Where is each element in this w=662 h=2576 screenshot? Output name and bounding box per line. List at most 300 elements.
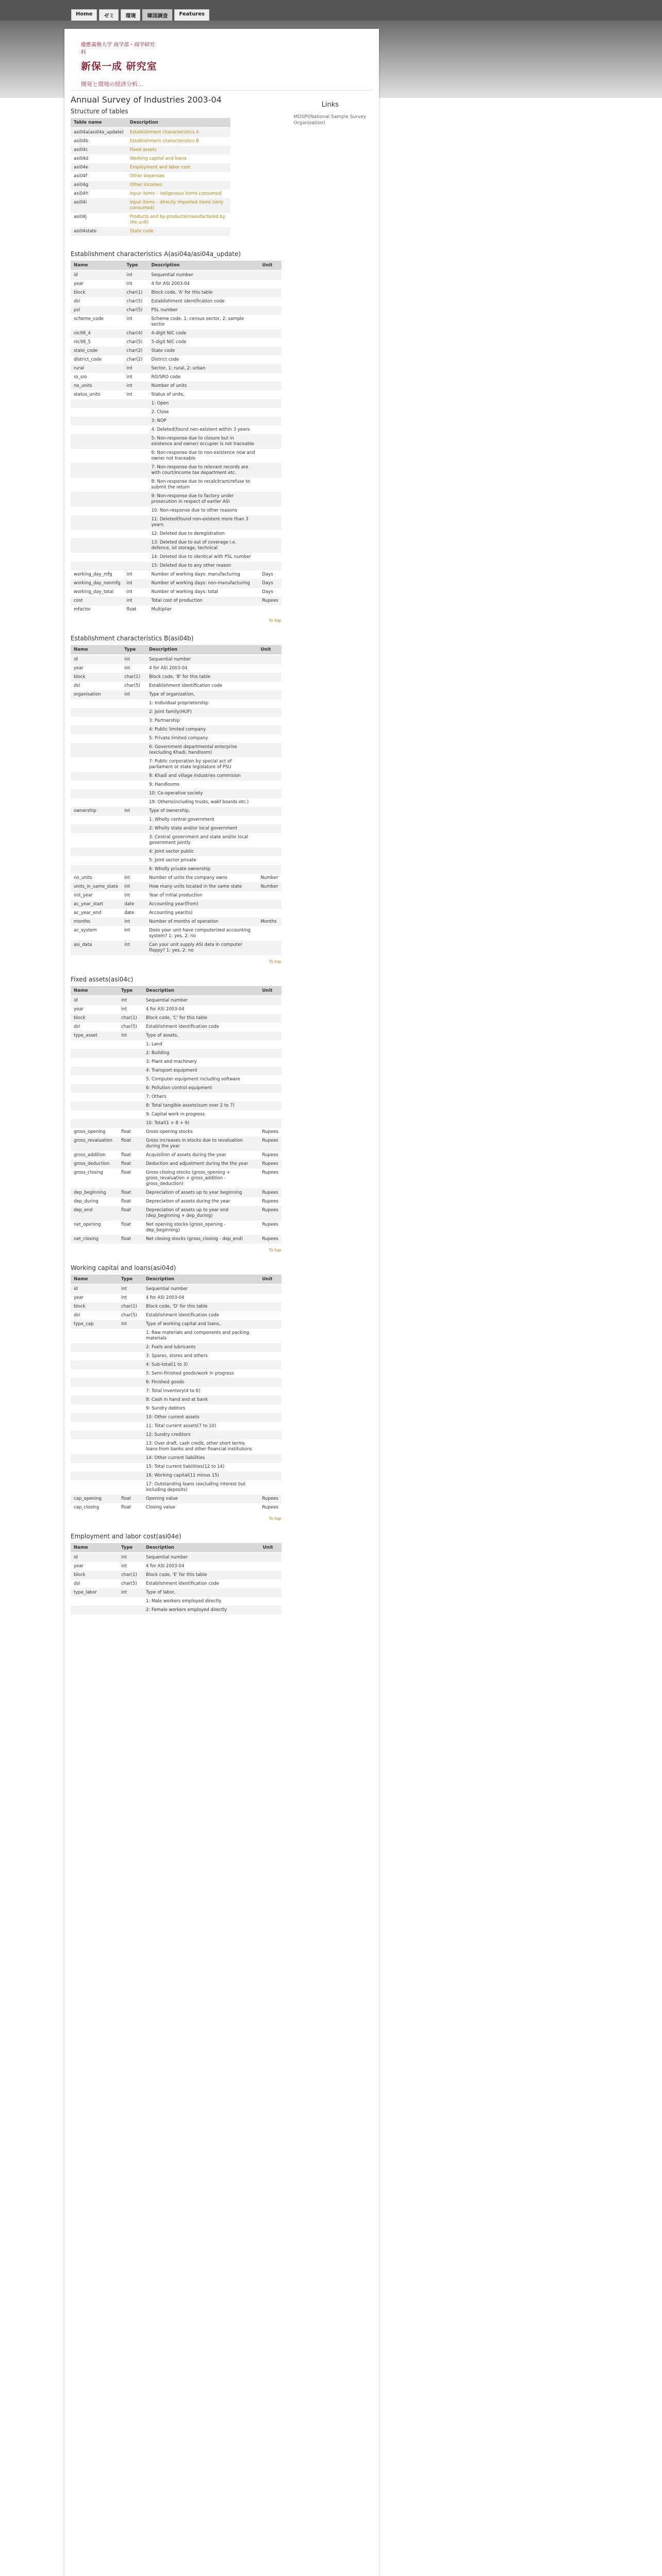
field-description: Gross increases in stocks due to revaluation during the year (143, 1137, 259, 1151)
structure-link[interactable]: Other incomes (129, 182, 162, 188)
structure-link[interactable]: Other expenses (129, 174, 164, 179)
table-row (71, 1014, 282, 1023)
field-name (71, 699, 121, 708)
field-description: 11: Deleted(found non-existent more than 3 years (148, 515, 259, 530)
field-type: int (118, 1031, 143, 1040)
field-unit: Rupees (259, 1221, 281, 1235)
field-name: ac_year_start (71, 900, 121, 909)
field-unit (259, 426, 281, 434)
field-type (118, 1093, 143, 1101)
field-unit (259, 492, 281, 506)
field-name (71, 1378, 118, 1387)
field-description: Number of working days: manufacturing (148, 570, 259, 579)
structure-row (71, 155, 230, 163)
structure-table-name: asi04j (71, 213, 127, 227)
structure-table-name: asi04state (71, 227, 127, 236)
table-row (71, 570, 282, 579)
table-row (71, 996, 282, 1005)
field-description: Sequential number (143, 996, 259, 1005)
table-row (71, 1413, 282, 1422)
field-description: 5: Computer equipment including software (143, 1075, 259, 1084)
field-description: Number of months of operation (146, 918, 257, 926)
field-unit (259, 1387, 281, 1396)
field-type (121, 743, 146, 757)
column-header: Type (118, 1275, 143, 1284)
structure-table-description (127, 128, 230, 137)
field-type: int (124, 579, 148, 588)
field-name (71, 833, 121, 848)
table-row (71, 1606, 282, 1615)
to-top-link[interactable]: To top (269, 618, 282, 623)
field-type: int (124, 280, 148, 289)
table-row (71, 597, 282, 605)
column-header: Name (71, 986, 118, 996)
table-row (71, 463, 282, 478)
section-title: Employment and labor cost(asi04e) (71, 1533, 181, 1540)
field-description: 9: Non-response due to factory under prosecution in respect of earlier ASI (148, 492, 259, 506)
field-description: 4 for ASI 2003-04 (146, 664, 257, 673)
structure-link[interactable]: Employment and labor cost (129, 165, 191, 170)
table-row (71, 909, 282, 918)
field-description: Can your unit supply ASI data in computer floppy? 1: yes, 2: no (146, 941, 257, 955)
table-row (71, 891, 282, 900)
field-name: year (71, 664, 121, 673)
table-row (71, 1422, 282, 1431)
field-name (71, 848, 121, 856)
field-unit (257, 699, 281, 708)
field-description: 2: Close (148, 408, 259, 417)
nav-item-0[interactable]: Home (71, 9, 97, 21)
field-name (71, 506, 124, 515)
field-type: int (118, 1562, 143, 1571)
table-section (71, 635, 282, 964)
structure-link[interactable]: Fixed assets (129, 147, 157, 152)
field-description: 9: Capital work in progress (143, 1110, 259, 1119)
field-unit (259, 355, 281, 364)
field-description: 14: Other current liabilities (143, 1454, 259, 1463)
field-unit (259, 478, 281, 492)
table-row (71, 824, 282, 833)
structure-table-description (127, 155, 230, 163)
field-unit (257, 848, 281, 856)
field-unit (259, 1361, 281, 1369)
field-type (121, 824, 146, 833)
field-type (118, 1378, 143, 1387)
field-description: 15: Deleted due to any other reason (148, 562, 259, 570)
nav-item-1[interactable]: ゼミ (99, 9, 119, 21)
field-name (71, 449, 124, 463)
field-name: cap_closing (71, 1503, 118, 1512)
field-type: int (121, 664, 146, 673)
field-type (121, 772, 146, 781)
field-description: 2: Fuels and lubricants (143, 1343, 259, 1352)
field-description: 1: Raw materials and components and packing materials (143, 1329, 259, 1343)
table-row (71, 1023, 282, 1031)
field-unit: Number (257, 874, 281, 883)
field-name (71, 1093, 118, 1101)
structure-link[interactable]: Establishment characteristics B (129, 139, 199, 144)
field-type: int (121, 891, 146, 900)
field-description: 8: Cash in hand and at bank (143, 1396, 259, 1404)
field-unit (259, 329, 281, 338)
field-description: 1: Male workers employed directly (143, 1597, 260, 1606)
field-name: dsl (71, 682, 121, 690)
table-row (71, 297, 282, 306)
table-row (71, 506, 282, 515)
column-header: Unit (259, 986, 281, 996)
field-name: working_day_mfg (71, 570, 124, 579)
field-name: dep_end (71, 1206, 118, 1221)
structure-row (71, 181, 230, 190)
field-name: gross_revaluation (71, 1137, 118, 1151)
field-type (118, 1606, 143, 1615)
field-name: gross_deduction (71, 1160, 118, 1168)
column-header: Type (121, 645, 146, 655)
field-unit (257, 743, 281, 757)
table-row (71, 772, 282, 781)
field-name (71, 1352, 118, 1361)
structure-link[interactable]: Products and by-products(manufactured by the unit) (129, 214, 225, 225)
field-type (118, 1404, 143, 1413)
field-type: char(2) (124, 355, 148, 364)
structure-link[interactable]: Input items – directly imported items (only consumed) (129, 200, 224, 211)
table-row (71, 280, 282, 289)
field-description: 17: Outstanding loans (excluding interest but including deposits) (143, 1480, 259, 1495)
field-unit (259, 449, 281, 463)
field-unit (259, 280, 281, 289)
table-row (71, 1302, 282, 1311)
to-top-link[interactable]: To top (269, 1248, 282, 1252)
field-description: Type of organization, (146, 690, 257, 699)
table-row (71, 605, 282, 614)
field-name: scheme_code (71, 315, 124, 329)
structure-table-description (127, 213, 230, 227)
table-row (71, 664, 282, 673)
field-type (124, 417, 148, 426)
field-name: district_code (71, 355, 124, 364)
field-name (71, 717, 121, 725)
sidebar-link[interactable]: MOSPI(National Sample Survey Organization) (293, 114, 367, 126)
field-name (71, 1101, 118, 1110)
field-description: 3: NOP (148, 417, 259, 426)
field-description: 8: Khadi and village industries commision (146, 772, 257, 781)
field-unit (259, 270, 281, 280)
section-title: Establishment characteristics A(asi04a/asi04a_update) (71, 250, 241, 258)
field-description: 1: Individual proprietorship (146, 699, 257, 708)
structure-link[interactable]: State code (129, 229, 154, 234)
page-title: Annual Survey of Industries 2003-04 (71, 95, 222, 105)
field-type (121, 725, 146, 734)
table-row (71, 1168, 282, 1189)
field-name (71, 824, 121, 833)
table-row (71, 1320, 282, 1329)
structure-row (71, 146, 230, 155)
field-unit (259, 515, 281, 530)
table-section (71, 250, 282, 623)
field-description: 5: Non-response due to closure but in existence and owner/ occupier is not traceable (148, 434, 259, 449)
field-description: 2: Joint family(HUF) (146, 708, 257, 717)
column-header: Name (71, 1275, 118, 1284)
field-description: 5: Joint sector private (146, 856, 257, 865)
field-description: Gross closing stocks (gross_opening + gross_revaluation + gross_addition - gross_deduction) (143, 1168, 259, 1189)
table-row (71, 1439, 282, 1454)
field-name (71, 1431, 118, 1439)
field-unit (260, 1588, 282, 1597)
field-description: 3: Plant and machinery (143, 1058, 259, 1066)
table-row (71, 900, 282, 909)
field-type (124, 426, 148, 434)
schema-table (71, 261, 282, 614)
field-name: no_units (71, 382, 124, 391)
field-description: District code (148, 355, 259, 364)
field-type: int (124, 315, 148, 329)
field-description: Scheme code, 1: census sector, 2: sample sector (148, 315, 259, 329)
field-name (71, 1471, 118, 1480)
field-unit (257, 807, 281, 816)
field-type (118, 1110, 143, 1119)
column-header: Unit (257, 645, 281, 655)
field-unit (259, 1369, 281, 1378)
field-type: float (118, 1503, 143, 1512)
nav-item-4[interactable]: Features (174, 9, 209, 21)
to-top-link[interactable]: To top (269, 1516, 282, 1521)
field-description: 14: Deleted due to identical with PSL number (148, 553, 259, 562)
table-row (71, 289, 282, 297)
table-row (71, 1005, 282, 1014)
column-header: Type (124, 261, 148, 270)
field-unit (259, 1404, 281, 1413)
field-unit: Days (259, 588, 281, 597)
field-name (71, 1361, 118, 1369)
field-type (118, 1119, 143, 1128)
field-name (71, 757, 121, 772)
field-unit (259, 399, 281, 408)
field-unit (259, 364, 281, 373)
schema-table (71, 1543, 282, 1615)
structure-table-name: asi04a(asi04a_update) (71, 128, 127, 137)
field-type: int (121, 655, 146, 664)
field-description: 5-digit NIC code (148, 338, 259, 347)
field-name (71, 1119, 118, 1128)
table-row (71, 1369, 282, 1378)
field-description: 9: Sundry debtors (143, 1404, 259, 1413)
field-name: net_opening (71, 1221, 118, 1235)
field-unit (259, 1101, 281, 1110)
field-name (71, 1369, 118, 1378)
field-type: char(1) (118, 1014, 143, 1023)
table-row (71, 1206, 282, 1221)
field-type: float (118, 1197, 143, 1206)
structure-link[interactable]: Input items – indigenous items consumed (129, 191, 222, 196)
sidebar-link-item (294, 114, 373, 126)
table-row (71, 492, 282, 506)
field-name (71, 789, 121, 798)
nav-item-3[interactable]: 韓国調査 (142, 9, 172, 21)
field-description: 10: Non-response due to other reasons (148, 506, 259, 515)
schema-table (71, 986, 282, 1244)
field-unit (259, 338, 281, 347)
field-description: State code (148, 347, 259, 355)
field-description: Block code, 'D' for this table (143, 1302, 259, 1311)
field-type (124, 408, 148, 417)
to-top-link[interactable]: To top (269, 959, 282, 964)
sidebar-title: Links (321, 101, 339, 109)
field-name (71, 478, 124, 492)
field-type (118, 1413, 143, 1422)
field-type: char(5) (121, 682, 146, 690)
field-description: 13: Deleted due to out of coverage i.e. defence, oil storage, technical (148, 538, 259, 553)
field-name: year (71, 280, 124, 289)
structure-table-name: asi04b (71, 137, 127, 146)
table-row (71, 1221, 282, 1235)
field-name (71, 1329, 118, 1343)
field-description: Sequential number (143, 1553, 260, 1562)
field-description: Type of ownership, (146, 807, 257, 816)
field-type (118, 1471, 143, 1480)
site-header (71, 29, 373, 91)
field-name (71, 530, 124, 538)
table-section (71, 1533, 282, 1615)
field-unit (259, 1320, 281, 1329)
section-title: Working capital and loans(asi04d) (71, 1264, 176, 1272)
table-row (71, 807, 282, 816)
field-unit (259, 1343, 281, 1352)
table-row (71, 848, 282, 856)
field-unit (257, 926, 281, 941)
field-type: int (124, 588, 148, 597)
column-header: Unit (260, 1543, 282, 1553)
field-name (71, 1439, 118, 1454)
field-type: char(5) (118, 1580, 143, 1588)
field-type (124, 562, 148, 570)
table-row (71, 329, 282, 338)
field-unit (259, 1422, 281, 1431)
field-unit: Number (257, 883, 281, 891)
nav-item-2[interactable]: 環境 (121, 9, 140, 21)
field-unit: Months (257, 918, 281, 926)
structure-link[interactable]: Working capital and loans (129, 156, 187, 161)
field-type: int (118, 996, 143, 1005)
field-name (71, 781, 121, 789)
table-row (71, 1093, 282, 1101)
field-unit (259, 1084, 281, 1093)
field-name (71, 1422, 118, 1431)
field-type (121, 865, 146, 874)
field-type (118, 1058, 143, 1066)
field-name (71, 417, 124, 426)
field-name: year (71, 1294, 118, 1302)
structure-table-name: asi04e (71, 163, 127, 172)
field-name: state_code (71, 347, 124, 355)
field-type (124, 478, 148, 492)
field-unit (259, 1093, 281, 1101)
field-description: Closing value (143, 1503, 259, 1512)
table-row (71, 1553, 282, 1562)
field-unit (259, 417, 281, 426)
table-row (71, 391, 282, 399)
field-type: float (118, 1221, 143, 1235)
table-row (71, 743, 282, 757)
field-type: int (121, 941, 146, 955)
field-name: no_units (71, 874, 121, 883)
field-type: char(2) (124, 347, 148, 355)
field-name (71, 865, 121, 874)
field-type: int (124, 391, 148, 399)
field-description: 6: Pollution control equipment (143, 1084, 259, 1093)
field-description: Total cost of production (148, 597, 259, 605)
field-description: 4-digit NIC code (148, 329, 259, 338)
field-name: type_labor (71, 1588, 118, 1597)
field-type (121, 734, 146, 743)
field-unit (259, 1378, 281, 1387)
field-unit: Rupees (259, 1137, 281, 1151)
field-type (121, 789, 146, 798)
field-name: units_in_same_state (71, 883, 121, 891)
field-type (121, 856, 146, 865)
table-row (71, 941, 282, 955)
field-type: int (124, 373, 148, 382)
structure-table-description (127, 137, 230, 146)
structure-row (71, 190, 230, 198)
field-name: nic98_4 (71, 329, 124, 338)
field-type (118, 1075, 143, 1084)
table-row (71, 1284, 282, 1294)
table-row (71, 1343, 282, 1352)
field-type: int (121, 690, 146, 699)
field-name: year (71, 1562, 118, 1571)
logo-university: 慶應義塾大学 商学部・商学研究科 (81, 42, 155, 56)
field-type (118, 1084, 143, 1093)
field-name (71, 492, 124, 506)
field-unit: Rupees (259, 1206, 281, 1221)
field-type (118, 1343, 143, 1352)
field-unit (259, 1302, 281, 1311)
column-header: Type (118, 986, 143, 996)
field-name (71, 1075, 118, 1084)
field-type (121, 699, 146, 708)
field-name (71, 553, 124, 562)
column-header: Description (143, 1543, 260, 1553)
table-row (71, 682, 282, 690)
field-description: Gross opening stocks (143, 1128, 259, 1137)
field-type: int (118, 1320, 143, 1329)
field-type (118, 1463, 143, 1471)
field-unit: Rupees (259, 597, 281, 605)
structure-link[interactable]: Establishment characteristics A (129, 130, 199, 135)
table-row (71, 673, 282, 682)
structure-table-description (127, 181, 230, 190)
field-type: float (118, 1235, 143, 1244)
field-type: char(5) (118, 1023, 143, 1031)
field-name: psl (71, 306, 124, 315)
structure-table-description (127, 198, 230, 213)
field-description: 6: Government departmental enterprise (excluding Khadi, handloom) (146, 743, 257, 757)
field-description: 2: Building (143, 1049, 259, 1058)
field-name (71, 772, 121, 781)
table-row (71, 1137, 282, 1151)
field-description: 4 for ASI 2003-04 (143, 1005, 259, 1014)
field-description: 8: Total tangible assets(sum over 2 to 7) (143, 1101, 259, 1110)
field-unit (259, 1439, 281, 1454)
field-unit (257, 833, 281, 848)
column-header: Name (71, 1543, 118, 1553)
field-description: Deduction and adjustment during the the year (143, 1160, 259, 1168)
field-name: id (71, 1284, 118, 1294)
field-type: float (118, 1206, 143, 1221)
field-unit (257, 757, 281, 772)
field-type (118, 1066, 143, 1075)
lab-logo[interactable] (81, 40, 158, 87)
